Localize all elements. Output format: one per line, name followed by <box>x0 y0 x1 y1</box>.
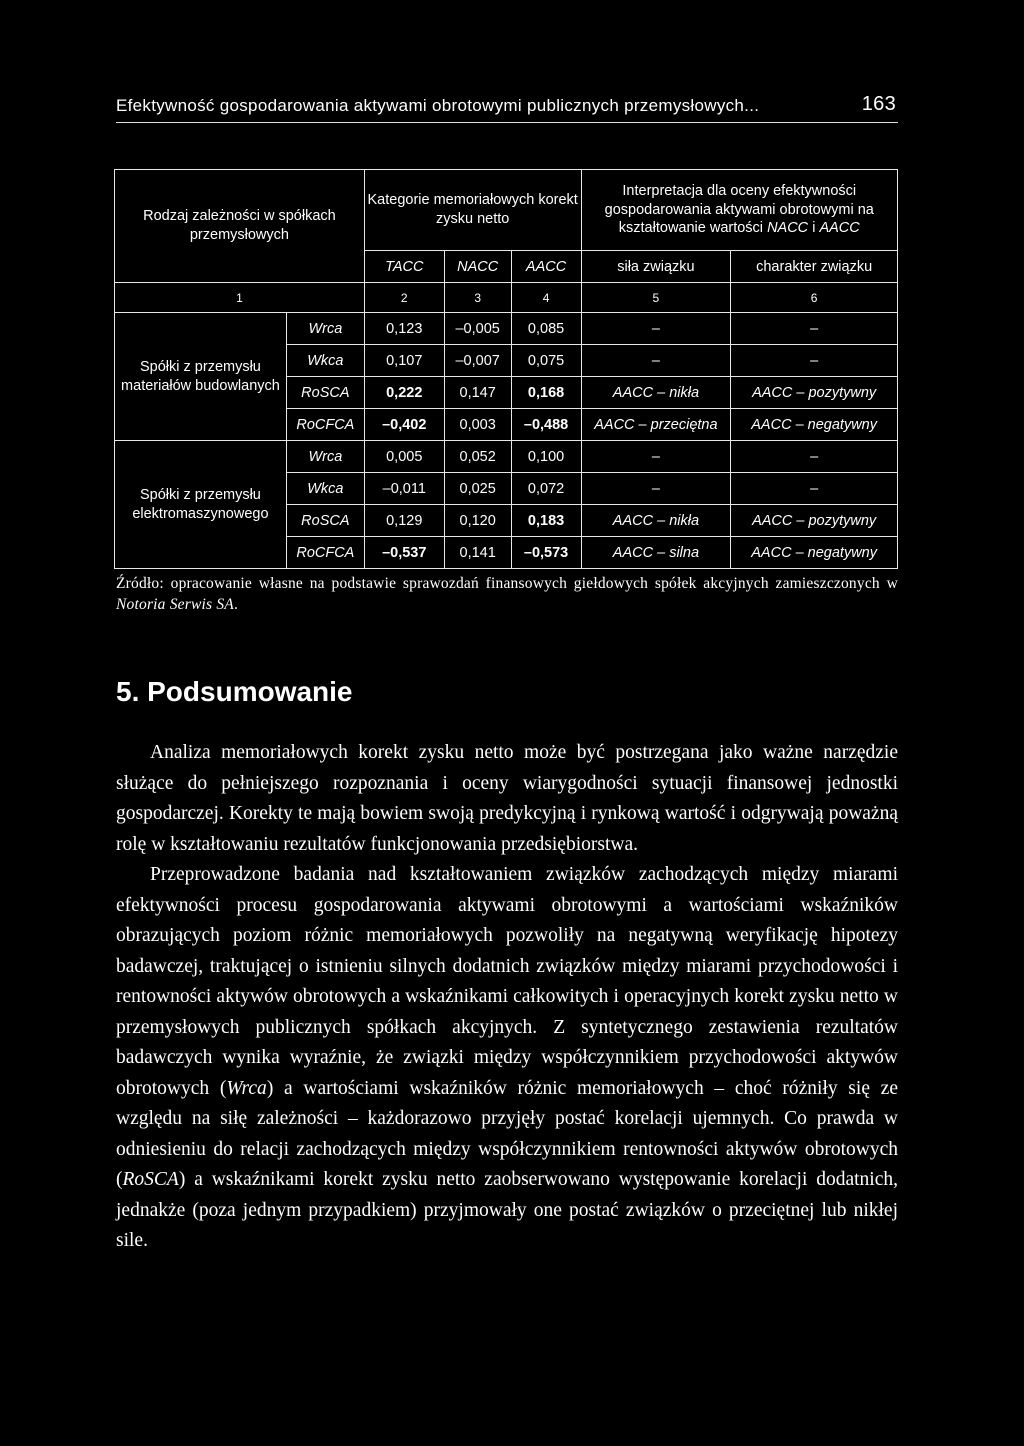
tacc-cell: 0,123 <box>364 313 444 345</box>
tacc-cell: –0,011 <box>364 473 444 505</box>
section-body <box>116 738 898 1257</box>
p2-part-b: ) a wartościami wskaźników różnic memoriałowych – choć różniły się ze względu na siłę zależności – każdorazowo przyjęły postać korelacji ujemnych. Co prawda w odniesieniu do relacji zachodzących między współczynnikiem rentowności aktywów obrotowych ( <box>116 1077 898 1190</box>
header-interpretation-nacc: NACC <box>767 220 809 237</box>
strength-cell: AACC – przeciętna <box>581 409 731 441</box>
header-interpretation-text: Interpretacja dla oceny efektywności gospodarowania aktywami obrotowymi na kształtowanie wartości <box>604 182 874 237</box>
aacc-cell: 0,072 <box>511 473 581 505</box>
aacc-cell: 0,075 <box>511 345 581 377</box>
table-column-numbers-row <box>115 283 898 313</box>
strength-cell: – <box>581 473 731 505</box>
strength-cell: AACC – nikła <box>581 505 731 537</box>
character-cell: AACC – pozytywny <box>731 377 898 409</box>
column-number: 2 <box>364 283 444 313</box>
character-cell: AACC – pozytywny <box>731 505 898 537</box>
character-cell: – <box>731 345 898 377</box>
indicator-cell: RoCFCA <box>286 409 364 441</box>
section-heading: 5. Podsumowanie <box>116 676 353 707</box>
header-interpretation <box>581 170 897 251</box>
indicator-cell: RoSCA <box>286 505 364 537</box>
source-text: Źródło: opracowanie własne na podstawie sprawozdań finansowych giełdowych spółek akcyjnych zamieszczonych w <box>116 575 898 592</box>
aacc-cell: 0,100 <box>511 441 581 473</box>
nacc-cell: 0,052 <box>444 441 511 473</box>
aacc-cell: 0,183 <box>511 505 581 537</box>
character-cell: AACC – negatywny <box>731 409 898 441</box>
p2-rosca: RoSCA <box>122 1169 179 1190</box>
p2-wrca: Wrca <box>226 1077 267 1099</box>
aacc-cell: –0,488 <box>511 409 581 441</box>
strength-cell: AACC – nikła <box>581 377 731 409</box>
indicator-cell: RoCFCA <box>286 537 364 569</box>
tacc-cell: 0,129 <box>364 505 444 537</box>
character-cell: – <box>731 441 898 473</box>
nacc-cell: –0,005 <box>444 313 511 345</box>
table-source-note <box>116 573 898 615</box>
strength-cell: – <box>581 345 731 377</box>
tacc-cell: –0,402 <box>364 409 444 441</box>
aacc-cell: 0,085 <box>511 313 581 345</box>
subheader-tacc: TACC <box>364 251 444 283</box>
nacc-cell: 0,120 <box>444 505 511 537</box>
group-electromechanical: Spółki z przemysłu elektromaszynowego <box>115 441 287 569</box>
strength-cell: – <box>581 313 731 345</box>
table-header-row <box>115 170 898 251</box>
column-number: 3 <box>444 283 511 313</box>
subheader-character: charakter związku <box>731 251 898 283</box>
indicator-cell: Wrca <box>286 313 364 345</box>
character-cell: – <box>731 473 898 505</box>
indicator-cell: RoSCA <box>286 377 364 409</box>
nacc-cell: –0,007 <box>444 345 511 377</box>
paragraph-2 <box>116 860 898 1257</box>
source-end: . <box>233 596 239 613</box>
nacc-cell: 0,025 <box>444 473 511 505</box>
character-cell: – <box>731 313 898 345</box>
aacc-cell: 0,168 <box>511 377 581 409</box>
p2-part-c: ) a wskaźnikami korekt zysku netto zaobserwowano występowanie korelacji dodatnich, jednakże (poza jednym przypadkiem) przyjmowały one postać związków o przeciętnej lub nikłej sile. <box>116 1169 898 1251</box>
results-table <box>114 169 898 569</box>
p2-part-a: Przeprowadzone badania nad kształtowaniem związków zachodzących między miarami efektywności procesu gospodarowania aktywami obrotowymi a wartościami wskaźników obrazujących poziom różnic memoriałowych pozwoliły na negatywną weryfikację hipotezy badawczej, traktującej o istnieniu silnych dodatnich związków między miarami przychodowości i rentowności aktywów obrotowych a wskaźnikami całkowitych i operacyjnych korekt zysku netto w przemysłowych publicznych spółkach akcyjnych. Z syntetycznego zestawienia rezultatów badawczych wynika wyraźnie, że związki między współczynnikiem przychodowości aktywów obrotowych ( <box>116 864 898 1099</box>
column-number: 6 <box>731 283 898 313</box>
table-row <box>115 313 898 345</box>
tacc-cell: –0,537 <box>364 537 444 569</box>
group-building-materials: Spółki z przemysłu materiałów budowlanych <box>115 313 287 441</box>
column-number: 5 <box>581 283 731 313</box>
indicator-cell: Wrca <box>286 441 364 473</box>
column-number: 1 <box>115 283 365 313</box>
strength-cell: AACC – silna <box>581 537 731 569</box>
nacc-cell: 0,003 <box>444 409 511 441</box>
paragraph-1: Analiza memoriałowych korekt zysku netto może być postrzegana jako ważne narzędzie służące do pełniejszego rozpoznania i oceny wiarygodności sytuacji finansowej jednostki gospodarczej. Korekty te mają bowiem swoją predykcyjną i rynkową wartość i odgrywają poważną rolę w kształtowaniu rezultatów funkcjonowania przedsiębiorstwa. <box>116 742 898 855</box>
table-row <box>115 441 898 473</box>
page-number: 163 <box>861 93 896 115</box>
nacc-cell: 0,141 <box>444 537 511 569</box>
subheader-aacc: AACC <box>511 251 581 283</box>
subheader-nacc: NACC <box>444 251 511 283</box>
header-interpretation-aacc: AACC <box>819 220 860 237</box>
running-title: Efektywność gospodarowania aktywami obrotowymi publicznych przemysłowych... <box>116 96 760 115</box>
header-interpretation-and: i <box>812 220 816 237</box>
aacc-cell: –0,573 <box>511 537 581 569</box>
indicator-cell: Wkca <box>286 473 364 505</box>
header-accrual-categories: Kategorie memoriałowych korekt zysku netto <box>364 170 581 251</box>
character-cell: AACC – negatywny <box>731 537 898 569</box>
tacc-cell: 0,107 <box>364 345 444 377</box>
strength-cell: – <box>581 441 731 473</box>
tacc-cell: 0,222 <box>364 377 444 409</box>
source-italic: Notoria Serwis SA <box>116 596 234 613</box>
indicator-cell: Wkca <box>286 345 364 377</box>
column-number: 4 <box>511 283 581 313</box>
tacc-cell: 0,005 <box>364 441 444 473</box>
subheader-strength: siła związku <box>581 251 731 283</box>
running-header <box>116 92 898 123</box>
nacc-cell: 0,147 <box>444 377 511 409</box>
header-dependency-type: Rodzaj zależności w spółkach przemysłowych <box>115 170 365 283</box>
